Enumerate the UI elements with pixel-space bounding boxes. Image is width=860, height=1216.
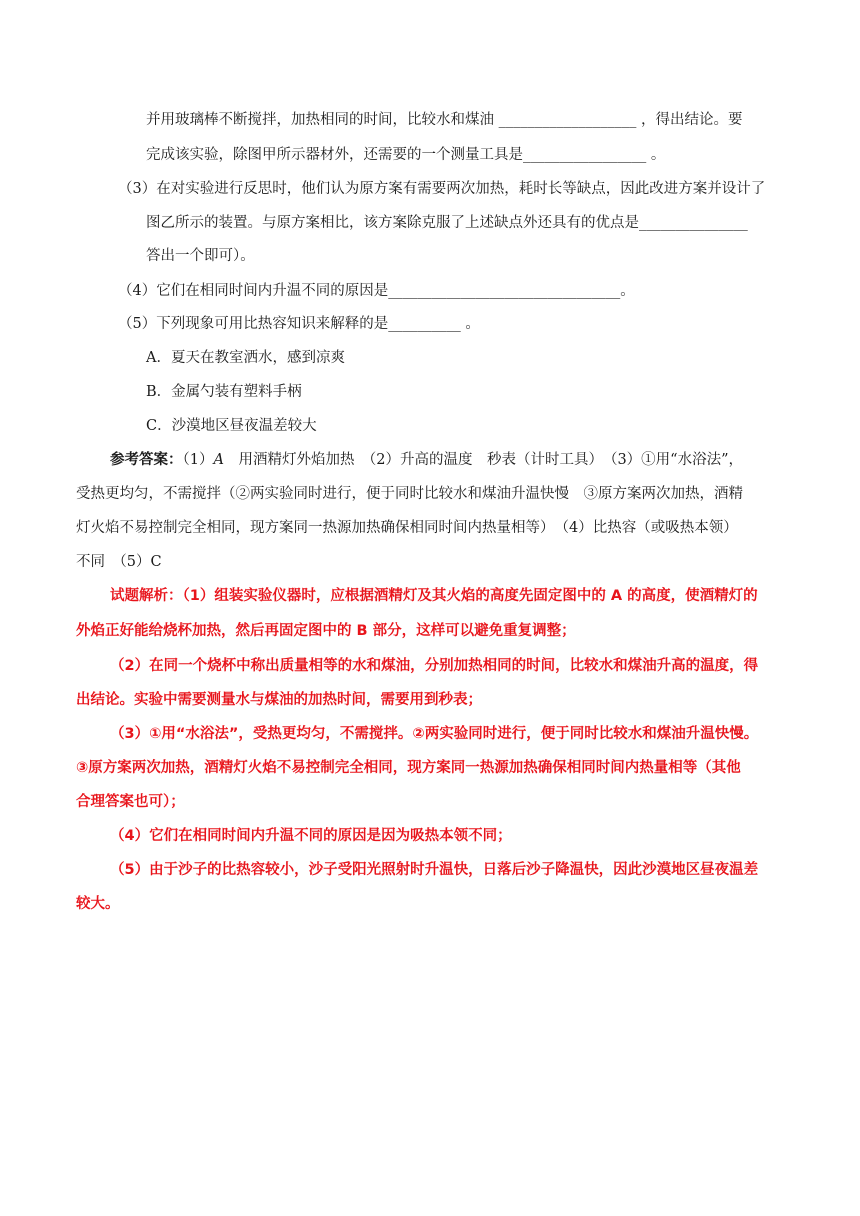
option-b: B．金属勺装有塑料手柄 (146, 384, 302, 400)
analysis-line-2: 外焰正好能给烧杯加热，然后再固定图中的 B 部分，这样可以避免重复调整； (76, 623, 576, 639)
analysis-line-3: （2）在同一个烧杯中称出质量相等的水和煤油，分别加热相同的时间，比较水和煤油升高的温度，得 (110, 658, 759, 674)
analysis-line-1 (110, 586, 758, 606)
analysis-label: 试题解析： (110, 588, 183, 604)
analysis-line-4: 出结论。实验中需要测量水与煤油的加热时间，需要用到秒表； (76, 692, 482, 708)
option-c: C．沙漠地区昼夜温差较大 (146, 418, 317, 434)
analysis-line-5: （3）①用“水浴法”，受热更均匀，不需搅拌。②两实验同时进行，便于同时比较水和煤油升温快慢。 (110, 726, 759, 742)
answer-line-1-b: 用酒精灯外焰加热 （2）升高的温度 秒表（计时工具） （3）①用“水浴法”， (223, 452, 743, 468)
answer-line-1-italic: A (213, 452, 224, 468)
analysis-line-7: 合理答案也可）； (76, 794, 185, 810)
analysis-line-6: ③原方案两次加热，酒精灯火焰不易控制完全相同，现方案同一热源加热确保相同时间内热量相等（其他 (76, 760, 741, 776)
analysis-line-8: （4）它们在相同时间内升温不同的原因是因为吸热本领不同； (110, 828, 512, 844)
answer-label: 参考答案： (110, 451, 183, 468)
analysis-line-10: 较大。 (76, 896, 120, 912)
question-line-1: 并用玻璃棒不断搅拌，加热相同的时间，比较水和煤油 ___________________ ，得出结论。要 (146, 112, 743, 128)
question-part-4: （4）它们在相同时间内升温不同的原因是________________________________。 (118, 283, 635, 299)
question-part-5: （5）下列现象可用比热容知识来解释的是__________ 。 (118, 316, 480, 332)
question-part-3-line-1: （3）在对实验进行反思时，他们认为原方案有需要两次加热，耗时长等缺点，因此改进方案并设计了 (118, 181, 766, 197)
answer-line-2: 受热更均匀，不需搅拌（②两实验同时进行，便于同时比较水和煤油升温快慢 ③原方案两次加热，酒精 (76, 486, 743, 502)
question-part-3-line-2: 图乙所示的装置。与原方案相比，该方案除克服了上述缺点外还具有的优点是_______________ (146, 215, 748, 231)
option-a: A．夏天在教室洒水，感到凉爽 (146, 350, 345, 366)
answer-line-3: 灯火焰不易控制完全相同，现方案同一热源加热确保相同时间内热量相等） （4）比热容（或吸热本领） (76, 520, 738, 536)
question-part-3-line-3: 答出一个即可）。 (146, 248, 255, 264)
answer-line-1 (110, 450, 743, 470)
answer-line-1-a: （1） (182, 452, 214, 468)
answer-line-4: 不同 （5）C (76, 554, 162, 570)
question-line-2: 完成该实验，除图甲所示器材外，还需要的一个测量工具是_________________ 。 (146, 147, 666, 163)
analysis-line-1-text: （1）组装实验仪器时，应根据酒精灯及其火焰的高度先固定图中的 A 的高度，使酒精灯的 (182, 588, 758, 604)
analysis-line-9: （5）由于沙子的比热容较小，沙子受阳光照射时升温快，日落后沙子降温快，因此沙漠地区昼夜温差 (110, 862, 759, 878)
